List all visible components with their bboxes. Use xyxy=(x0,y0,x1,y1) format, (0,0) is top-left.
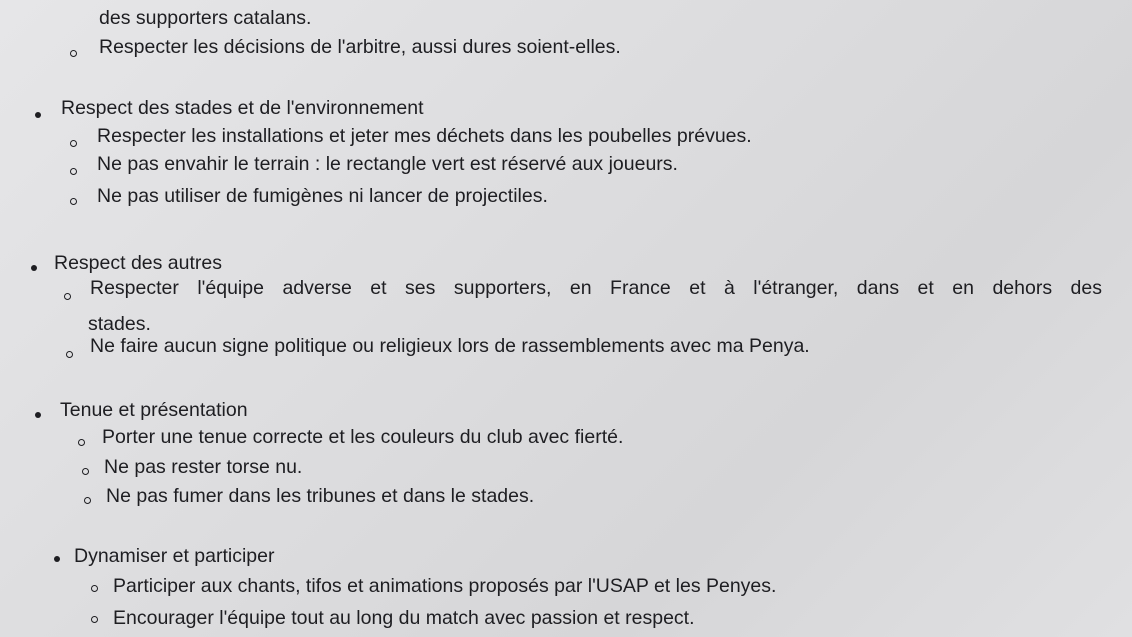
circle-bullet-icon xyxy=(84,497,91,504)
continued-text: des supporters catalans. xyxy=(99,7,312,29)
circle-bullet-icon xyxy=(66,351,73,358)
circle-bullet-icon xyxy=(70,198,77,205)
section-heading: Tenue et présentation xyxy=(60,399,248,421)
list-item: Participer aux chants, tifos et animations proposés par l'USAP et les Penyes. xyxy=(113,575,777,597)
section-heading: Dynamiser et participer xyxy=(74,545,275,567)
word: dans xyxy=(856,277,900,299)
word: ses xyxy=(405,277,436,299)
circle-bullet-icon xyxy=(82,468,89,475)
circle-bullet-icon xyxy=(78,439,85,446)
circle-bullet-icon xyxy=(64,293,71,300)
list-item: Ne pas envahir le terrain : le rectangle vert est réservé aux joueurs. xyxy=(97,153,678,175)
word: à xyxy=(723,277,735,299)
disc-bullet-icon xyxy=(35,412,41,418)
list-item: Respecter les décisions de l'arbitre, aussi dures soient-elles. xyxy=(99,36,621,58)
circle-bullet-icon xyxy=(70,140,77,147)
list-item: Porter une tenue correcte et les couleurs du club avec fierté. xyxy=(102,426,624,448)
word: Respecter xyxy=(90,277,179,299)
list-item: Ne faire aucun signe politique ou religieux lors de rassemblements avec ma Penya. xyxy=(90,335,810,357)
list-item-continuation: stades. xyxy=(88,313,151,335)
list-item: Encourager l'équipe tout au long du match avec passion et respect. xyxy=(113,607,695,629)
word: et xyxy=(917,277,934,299)
list-item: Ne pas rester torse nu. xyxy=(104,456,303,478)
section-heading: Respect des autres xyxy=(54,252,223,274)
circle-bullet-icon xyxy=(91,585,98,592)
word: et xyxy=(370,277,387,299)
list-item: Respecter les installations et jeter mes déchets dans les poubelles prévues. xyxy=(97,125,752,147)
word: l'équipe xyxy=(197,277,264,299)
word: France xyxy=(610,277,671,299)
disc-bullet-icon xyxy=(54,556,60,562)
word: supporters, xyxy=(453,277,552,299)
list-item: Ne pas fumer dans les tribunes et dans le stades. xyxy=(106,485,535,507)
circle-bullet-icon xyxy=(91,616,98,623)
disc-bullet-icon xyxy=(35,112,41,118)
word: et xyxy=(689,277,706,299)
circle-bullet-icon xyxy=(70,168,77,175)
word: dehors xyxy=(992,277,1053,299)
word: en xyxy=(569,277,592,299)
word: des xyxy=(1070,277,1102,299)
circle-bullet-icon xyxy=(70,50,77,57)
word: l'étranger, xyxy=(753,277,839,299)
word: adverse xyxy=(282,277,352,299)
list-item-wrapped-line xyxy=(90,276,1102,300)
word: en xyxy=(952,277,974,299)
disc-bullet-icon xyxy=(31,265,37,271)
section-heading: Respect des stades et de l'environnement xyxy=(61,97,424,119)
list-item: Ne pas utiliser de fumigènes ni lancer de projectiles. xyxy=(97,185,548,207)
